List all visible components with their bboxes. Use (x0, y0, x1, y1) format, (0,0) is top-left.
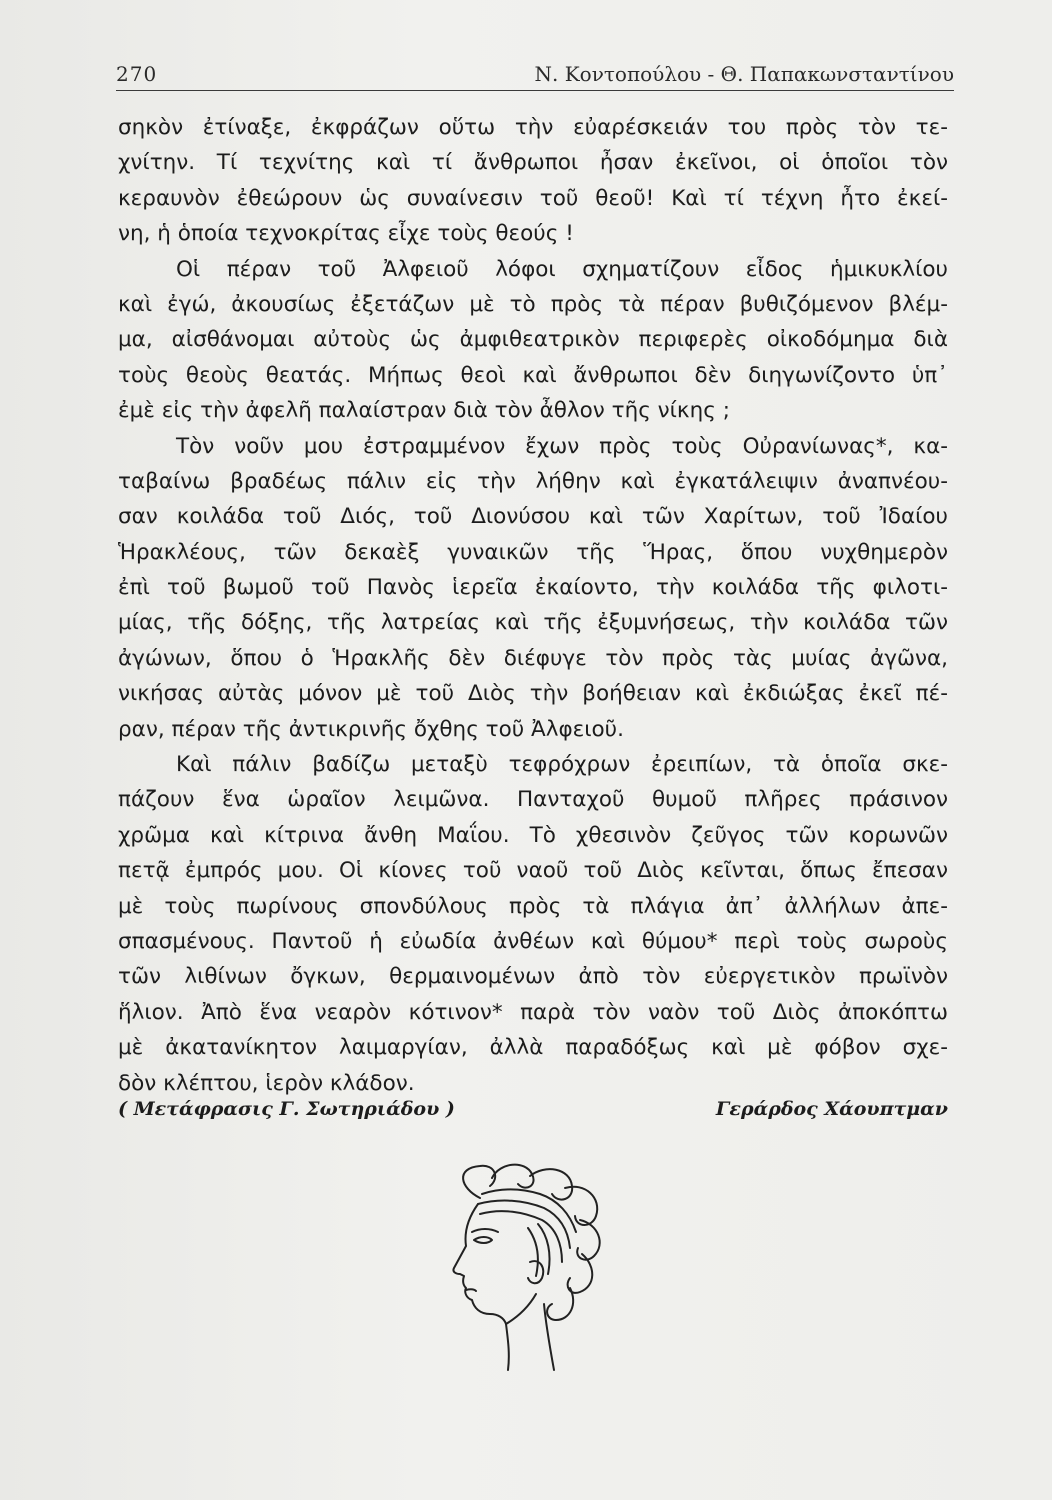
hair-curl (577, 1220, 600, 1260)
author-credit: Γεράρδος Χάουπτμαν (715, 1098, 948, 1120)
text-line: νικήσας αὐτὰς μόνον μὲ τοῦ Διὸς τὴν βοήθειαν καὶ ἐκδιώξας ἐκεῖ πέ- (118, 681, 948, 707)
text-line: κεραυνὸν ἐθεώρουν ὡς συναίνεσιν τοῦ θεοῦ! Καὶ τί τέχνη ἦτο ἐκεί- (118, 185, 948, 211)
hair-curl (492, 1165, 534, 1188)
hair-curl (568, 1254, 593, 1293)
text-line: ἀγώνων, ὅπου ὁ Ἡρακλῆς δὲν διέφυγε τὸν πρὸς τὰς μυίας ἀγῶνα, (118, 645, 948, 671)
jaw (506, 1294, 536, 1324)
text-line: τοὺς θεοὺς θεατάς. Μήπως θεοὶ καὶ ἄνθρωποι δὲν διηγωνίζοντο ὑπ᾽ (118, 362, 948, 388)
hair-strands (528, 1228, 538, 1276)
text-line: Καὶ πάλιν βαδίζω μεταξὺ τεφρόχρων ἐρειπίων, τὰ ὁποῖα σκε- (176, 752, 948, 778)
text-line: νη, ἡ ὁποία τεχνοκρίτας εἶχε τοὺς θεούς ! (118, 221, 574, 247)
text-line: σαν κοιλάδα τοῦ Διός, τοῦ Διονύσου καὶ τῶν Χαρίτων, τοῦ Ἰδαίου (118, 504, 948, 530)
text-line: χνίτην. Τί τεχνίτης καὶ τί ἄνθρωποι ἦσαν ἐκεῖνοι, οἱ ὁποῖοι τὸν (118, 150, 948, 176)
ear (528, 1261, 543, 1283)
text-line: καὶ ἐγώ, ἀκουσίως ἐξετάζων μὲ τὸ πρὸς τὰ πέραν βυθιζόμενον βλέμ- (118, 291, 948, 317)
neck (544, 1304, 554, 1370)
neck (506, 1324, 509, 1370)
text-line: χρῶμα καὶ κίτρινα ἄνθη Μαΐου. Τὸ χθεσινὸν ζεῦγος τῶν κορωνῶν (118, 822, 948, 848)
main-text (118, 110, 948, 1101)
text-line: σπασμένους. Παντοῦ ἡ εὐωδία ἀνθέων καὶ θύμου* περὶ τοὺς σωροὺς (118, 928, 948, 954)
hair-strands (538, 1224, 550, 1274)
translator-credit: ( Μετάφρασις Γ. Σωτηριάδου ) (118, 1098, 455, 1120)
text-line: Οἱ πέραν τοῦ Ἀλφειοῦ λόφοι σχηματίζουν εἶδος ἡμικυκλίου (176, 256, 948, 282)
hair-curl (547, 1288, 573, 1320)
hair-curl (530, 1169, 572, 1199)
eye (474, 1237, 492, 1243)
text-line: μὲ ἀκατανίκητον λαιμαργίαν, ἀλλὰ παραδόξως καὶ μὲ φόβον σχε- (118, 1035, 948, 1061)
credits (118, 1098, 948, 1128)
text-line: ταβαίνω βραδέως πάλιν εἰς τὴν λήθην καὶ ἐγκατάλειψιν ἀναπνέου- (118, 468, 948, 494)
text-line: μα, αἰσθάνομαι αὐτοὺς ὡς ἀμφιθεατρικὸν περιφερὲς οἰκοδόμημα διὰ (118, 327, 948, 353)
face-profile (453, 1204, 506, 1324)
text-line: μὲ τοὺς πωρίνους σπονδύλους πρὸς τὰ πλάγια ἀπ᾽ ἀλλήλων ἀπε- (118, 893, 948, 919)
portrait-illustration (420, 1158, 610, 1373)
text-line: ραν, πέραν τῆς ἀντικρινῆς ὄχθης τοῦ Ἀλφειοῦ. (118, 716, 624, 742)
text-line: Ἡρακλέους, τῶν δεκαὲξ γυναικῶν τῆς Ἥρας, ὅπου νυχθημερὸν (118, 539, 948, 565)
text-line: σηκὸν ἐτίναξε, ἐκφράζων οὕτω τὴν εὐαρέσκειάν του πρὸς τὸν τε- (118, 115, 948, 140)
hair-curl (463, 1166, 495, 1198)
text-line: ἐπὶ τοῦ βωμοῦ τοῦ Πανὸς ἱερεῖα ἐκαίοντο, τὴν κοιλάδα τῆς φιλοτι- (118, 575, 948, 601)
running-head: Ν. Κοντοπούλου - Θ. Παπακωνσταντίνου (534, 62, 954, 86)
text-line: δὸν κλέπτου, ἱερὸν κλάδον. (118, 1070, 415, 1096)
text-line: μίας, τῆς δόξης, τῆς λατρείας καὶ τῆς ἐξυμνήσεως, τὴν κοιλάδα τῶν (118, 610, 948, 636)
text-line: πάζουν ἕνα ὡραῖον λειμῶνα. Πανταχοῦ θυμοῦ πλῆρες πράσινον (118, 787, 948, 813)
text-line: ἐμὲ εἰς τὴν ἀφελῆ παλαίστραν διὰ τὸν ἆθλον τῆς νίκης ; (118, 398, 730, 424)
text-line: ἥλιον. Ἀπὸ ἕνα νεαρὸν κότινον* παρὰ τὸν ναὸν τοῦ Διὸς ἀποκόπτω (118, 999, 948, 1025)
page-number: 270 (116, 62, 158, 86)
text-line: Τὸν νοῦν μου ἐστραμμένον ἔχων πρὸς τοὺς Οὐρανίωνας*, κα- (176, 433, 948, 459)
mouth (466, 1289, 476, 1291)
text-line: πετᾷ ἐμπρός μου. Οἱ κίονες τοῦ ναοῦ τοῦ Διὸς κεῖνται, ὅπως ἔπεσαν (118, 858, 948, 884)
eyebrow (472, 1229, 498, 1232)
page-header (116, 50, 954, 91)
text-line: τῶν λιθίνων ὄγκων, θερμαινομένων ἀπὸ τὸν εὐεργετικὸν πρωϊνὸν (118, 964, 948, 990)
